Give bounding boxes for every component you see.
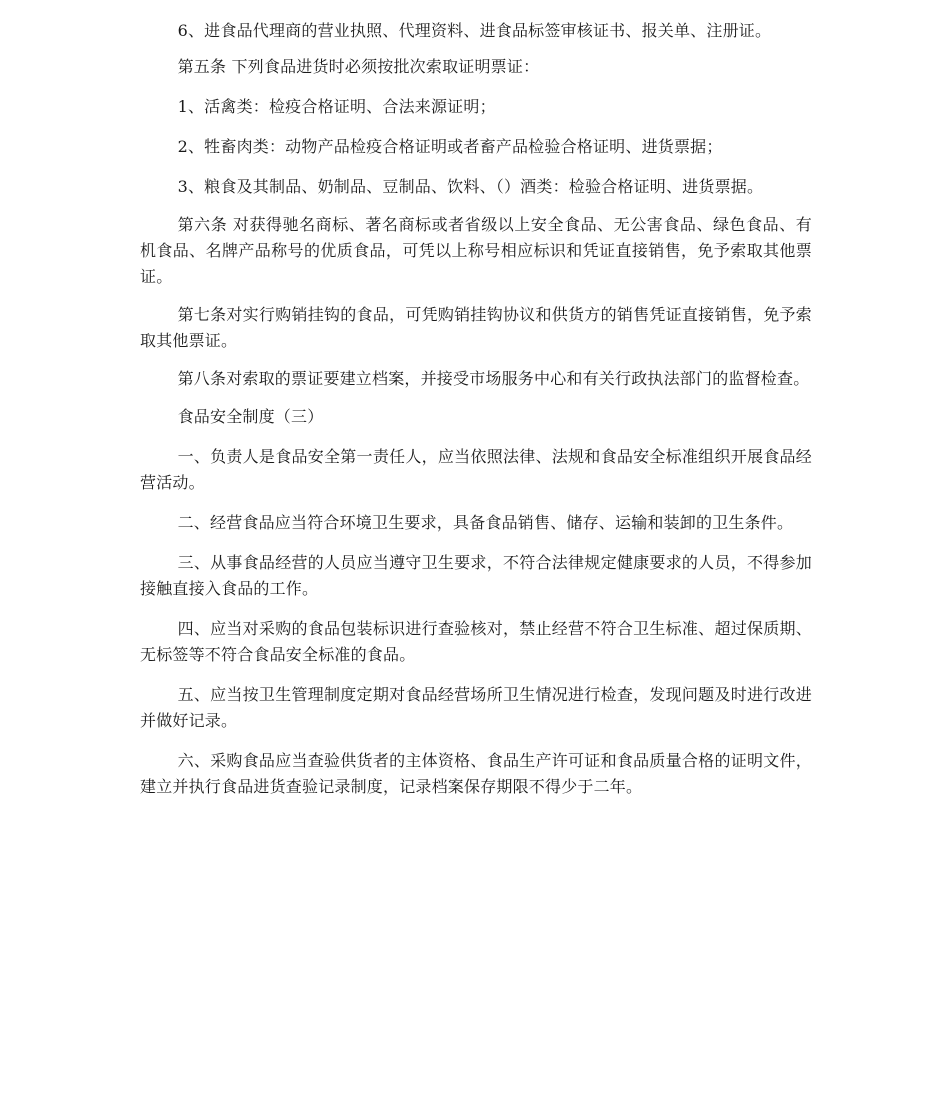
paragraph-article-5: 第五条 下列食品进货时必须按批次索取证明票证：	[177, 57, 540, 76]
paragraph-rule-5: 五、应当按卫生管理制度定期对食品经营场所卫生情况进行检查，发现问题及时进行改进并做好记录。	[140, 685, 812, 730]
paragraph-rule-3: 三、从事食品经营的人员应当遵守卫生要求，不符合法律规定健康要求的人员，不得参加接触直接入食品的工作。	[140, 553, 812, 598]
paragraph-rule-4: 四、应当对采购的食品包装标识进行查验核对，禁止经营不符合卫生标准、超过保质期、无标签等不符合食品安全标准的食品。	[140, 619, 812, 664]
paragraph-article-8: 第八条对索取的票证要建立档案，并接受市场服务中心和有关行政执法部门的监督检查。	[177, 369, 810, 388]
paragraph-grain-products: 3、粮食及其制品、奶制品、豆制品、饮料、（）酒类：检验合格证明、进货票据。	[177, 177, 764, 196]
paragraph-article-6: 第六条 对获得驰名商标、著名商标或者省级以上安全食品、无公害食品、绿色食品、有机食品、名牌产品称号的优质食品，可凭以上称号相应标识和凭证直接销售，免予索取其他票证。	[140, 215, 812, 286]
paragraph-agent-documents: 6、进食品代理商的营业执照、代理资料、进食品标签审核证书、报关单、注册证。	[177, 21, 772, 40]
paragraph-livestock-meat: 2、牲畜肉类：动物产品检疫合格证明或者畜产品检验合格证明、进货票据；	[177, 137, 723, 156]
paragraph-article-7: 第七条对实行购销挂钩的食品，可凭购销挂钩协议和供货方的销售凭证直接销售，免予索取其他票证。	[140, 305, 812, 350]
document-page	[140, 18, 812, 800]
paragraph-live-poultry: 1、活禽类：检疫合格证明、合法来源证明；	[177, 97, 496, 116]
paragraph-rule-6: 六、采购食品应当查验供货者的主体资格、食品生产许可证和食品质量合格的证明文件，建立并执行食品进货查验记录制度，记录档案保存期限不得少于二年。	[140, 751, 812, 796]
paragraph-rule-1: 一、负责人是食品安全第一责任人，应当依照法律、法规和食品安全标准组织开展食品经营活动。	[140, 447, 812, 492]
paragraph-rule-2: 二、经营食品应当符合环境卫生要求，具备食品销售、储存、运输和装卸的卫生条件。	[177, 513, 794, 532]
section-heading-food-safety-3: 食品安全制度（三）	[177, 407, 324, 426]
